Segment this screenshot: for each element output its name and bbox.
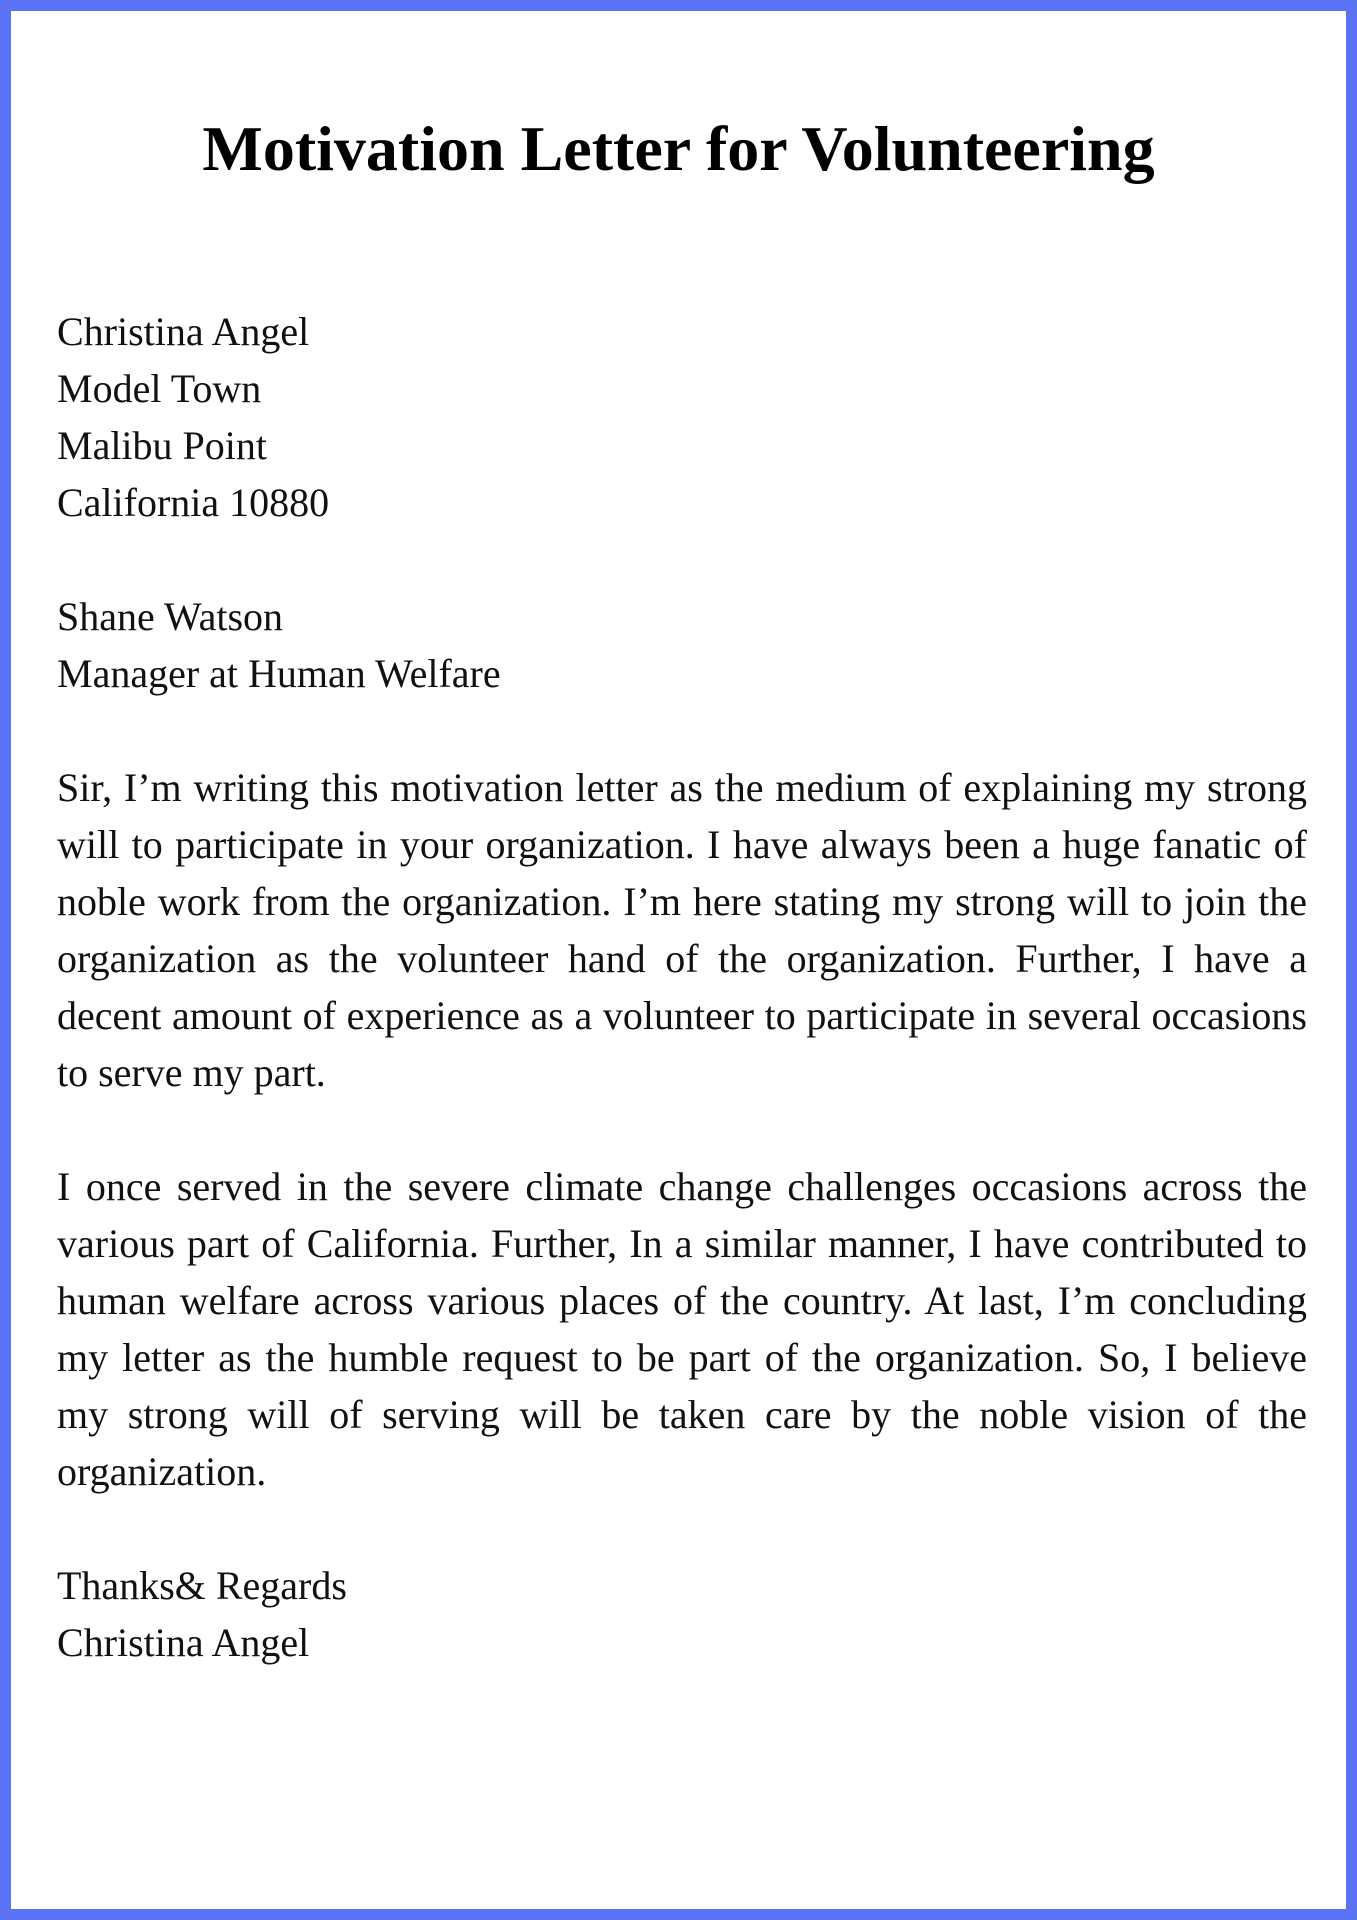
letter-body bbox=[57, 303, 1307, 1671]
body-paragraph: Sir, I’m writing this motivation letter as the medium of explaining my strong will to participate in your organization. I have always been a huge fanatic of noble work from the organization. I’m here stating my strong will to join the organization as the volunteer hand of the organization. Further, I have a decent amount of experience as a volunteer to participate in several occasions to serve my part. bbox=[57, 765, 1307, 1095]
sender-address bbox=[57, 303, 1307, 531]
spacer bbox=[57, 702, 1307, 759]
spacer bbox=[57, 1101, 1307, 1158]
sender-name: Christina Angel bbox=[57, 309, 310, 354]
closing-signature: Christina Angel bbox=[57, 1620, 310, 1665]
spacer bbox=[57, 1500, 1307, 1557]
sender-address-line: Model Town bbox=[57, 366, 262, 411]
closing-salutation: Thanks& Regards bbox=[57, 1563, 347, 1608]
sender-address-line: Malibu Point bbox=[57, 423, 268, 468]
recipient-address bbox=[57, 588, 1307, 702]
closing bbox=[57, 1557, 1307, 1671]
recipient-title: Manager at Human Welfare bbox=[57, 651, 501, 696]
body-paragraph: I once served in the severe climate change challenges occasions across the various part of California. Further, In a similar manner, I have contributed to human welfare across various places of the country. At last, I’m concluding my letter as the humble request to be part of the organization. So, I believe my strong will of serving will be taken care by the noble vision of the organization. bbox=[57, 1164, 1307, 1494]
letter-title: Motivation Letter for Volunteering bbox=[202, 113, 1155, 184]
recipient-name: Shane Watson bbox=[57, 594, 284, 639]
sender-address-line: California 10880 bbox=[57, 480, 330, 525]
spacer bbox=[57, 531, 1307, 588]
